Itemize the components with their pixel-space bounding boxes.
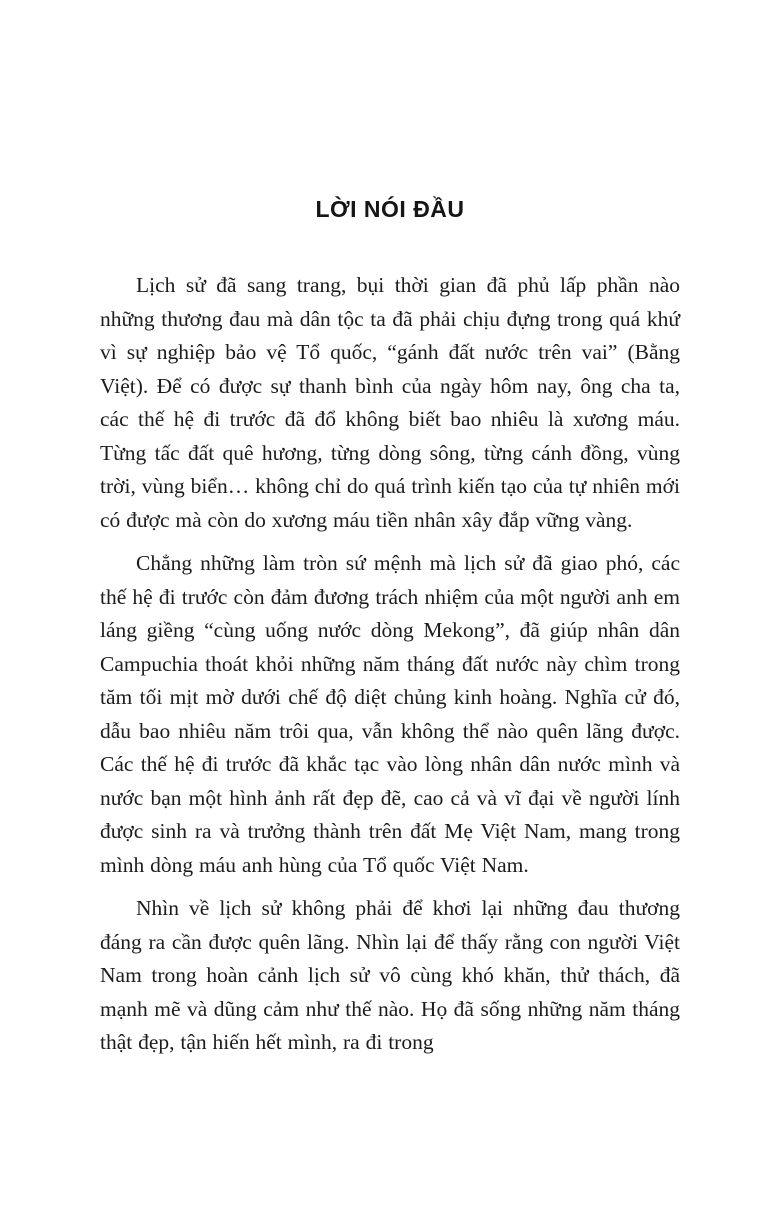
paragraph-1: Lịch sử đã sang trang, bụi thời gian đã phủ lấp phần nào những thương đau mà dân tộc ta đã phải chịu đựng trong quá khứ vì sự nghiệp bảo vệ Tổ quốc, “gánh đất nước trên vai” (Bằng Việt). Để có được sự thanh bình của ngày hôm nay, ông cha ta, các thế hệ đi trước đã đổ không biết bao nhiêu là xương máu. Từng tấc đất quê hương, từng dòng sông, từng cánh đồng, vùng trời, vùng biển… không chỉ do quá trình kiến tạo của tự nhiên mới có được mà còn do xương máu tiền nhân xây đắp vững vàng. [100, 273, 680, 532]
paragraph-3: Nhìn về lịch sử không phải để khơi lại những đau thương đáng ra cần được quên lãng. Nhìn lại để thấy rằng con người Việt Nam trong hoàn cảnh lịch sử vô cùng khó khăn, thử thách, đã mạnh mẽ và dũng cảm như thế nào. Họ đã sống những năm tháng thật đẹp, tận hiến hết mình, ra đi trong [100, 896, 680, 1054]
paragraph-2: Chẳng những làm tròn sứ mệnh mà lịch sử đã giao phó, các thế hệ đi trước còn đảm đương trách nhiệm của một người anh em láng giềng “cùng uống nước dòng Mekong”, đã giúp nhân dân Campuchia thoát khỏi những năm tháng đất nước này chìm trong tăm tối mịt mờ dưới chế độ diệt chủng kinh hoàng. Nghĩa cử đó, dẫu bao nhiêu năm trôi qua, vẫn không thể nào quên lãng được. Các thế hệ đi trước đã khắc tạc vào lòng nhân dân nước mình và nước bạn một hình ảnh rất đẹp đẽ, cao cả và vĩ đại về người lính được sinh ra và trưởng thành trên đất Mẹ Việt Nam, mang trong mình dòng máu anh hùng của Tổ quốc Việt Nam. [100, 551, 680, 877]
page-title: LỜI NÓI ĐẦU [315, 196, 465, 222]
